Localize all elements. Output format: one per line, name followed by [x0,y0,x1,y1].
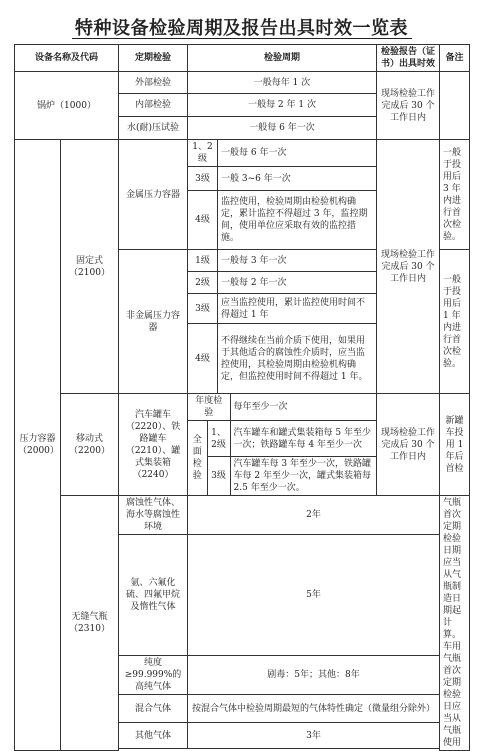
cycle-cell: 一般每 3 年一次 [218,250,377,272]
table-row [15,140,470,167]
cylinder-cycle: 3年 [188,723,440,749]
boiler-cycle: 一般每 6 年一次 [188,117,377,140]
boiler-type: 外部检验 [119,72,188,94]
cylinder-cycle: 剧毒：5年；其他：8年 [188,656,440,695]
cylinder-cycle: 按混合气体中检验周期最短的气体特性确定（微量组分除外） [188,695,440,723]
fixed-report: 现场检验工作完成后 30 个工作日内 [377,140,440,394]
metal-remark: 一般于投用后 3 年内进行首次检验。 [440,140,470,250]
grade-cell: 1、2级 [188,140,218,167]
title-underline [72,38,412,39]
gas-type: 其他气体 [119,723,188,749]
nonmetal-remark: 一般于投用后 1 年内进行首次检验。 [440,250,470,394]
header-cycle: 检验周期 [188,45,377,72]
gas-type: 纯度≥99.999%的高纯气体 [119,656,188,695]
grade-cell: 4级 [188,191,218,250]
nonmetal-vessel-name: 非金属压力容器 [119,250,188,394]
cylinder-cycle: 2年 [188,496,440,535]
grade-cell: 3级 [188,294,218,324]
full-inspection-label: 全面检验 [188,421,207,496]
boiler-report: 现场检验工作完成后 30 个工作日内 [377,72,440,140]
cycle-cell: 一般 3~6 年一次 [218,167,377,191]
mobile-report: 现场检验工作完成后 30 个工作日内 [377,394,440,496]
grade-cell: 3级 [207,457,230,496]
grade-cell: 2级 [188,272,218,294]
boiler-type: 水(耐)压试验 [119,117,188,140]
pressure-vessel-name: 压力容器（2000） [15,140,61,751]
header-equipment: 设备名称及代码 [15,45,119,72]
grade-cell: 1、2级 [207,421,230,457]
cycle-cell: 不得继续在当前介质下使用，如果用于其他适合的腐蚀性介质时，应当监控使用，其检验周期由检验机构确定，但监控使用时间不得超过 1 年。 [218,324,377,394]
mobile-cycle-table [188,394,376,495]
table-row [15,394,470,496]
annual-label: 年度检验 [188,394,230,421]
header-remark: 备注 [440,45,470,72]
page-title: 特种设备检验周期及报告出具时效一览表 [75,18,408,39]
cycle-cell: 一般每 6 年一次 [218,140,377,167]
boiler-cycle: 一般每 2 年 1 次 [188,94,377,117]
cylinder-name: 无缝气瓶（2310） [61,496,119,751]
grade-cell: 4级 [188,324,218,394]
cycle-cell: 监控使用，检验周期由检验机构确定，累计监控不得超过 3 年，监控期间，使用单位应采取有效的监控措施。 [218,191,377,250]
fixed-vessel-name: 固定式（2100） [61,140,119,394]
mobile-vessel-name: 移动式（2200） [61,394,119,496]
boiler-type: 内部检验 [119,94,188,117]
cycle-cell: 汽车罐车和罐式集装箱每 5 年至少一次；铁路罐车每 4 年至少一次 [230,421,376,457]
schedule-sheet [14,44,469,748]
cycle-cell: 汽车罐车每 3 年至少一次，铁路罐车每 2 年至少一次，罐式集装箱每 2.5 年至少一次。 [230,457,376,496]
gas-type: 腐蚀性气体、海水等腐蚀性环境 [119,496,188,535]
cylinder-cycle: 5年 [188,535,440,656]
gas-type: 混合气体 [119,695,188,723]
cycle-cell: 一般每 2 年一次 [218,272,377,294]
annual-cycle: 每年至少一次 [230,394,376,421]
grade-cell: 1级 [188,250,218,272]
metal-vessel-name: 金属压力容器 [119,140,188,250]
cylinder-remark: 气瓶首次定期检验日期应当从气瓶制造日期起计算。车用气瓶首次定期检验日应当从气瓶使用 [440,496,470,751]
inspection-table [14,44,470,751]
mobile-remark: 新罐车投用 1 年后首检 [440,394,470,496]
table-row [15,496,470,535]
gas-type: 氩、六氟化硫、四氟甲烷及惰性气体 [119,535,188,656]
cycle-cell: 应当监控使用，累计监控使用时间不得超过 1 年 [218,294,377,324]
header-row [15,45,470,72]
grade-cell: 3级 [188,167,218,191]
boiler-cycle: 一般每年 1 次 [188,72,377,94]
header-report: 检验报告（证书）出具时效 [377,45,440,72]
boiler-name: 锅炉（1000） [15,72,119,140]
table-row [15,72,470,94]
header-periodic: 定期检验 [119,45,188,72]
vehicle-types: 汽车罐车（2220）、铁路罐车（2210）、罐式集装箱（2240） [119,394,188,496]
boiler-remark [440,72,470,140]
